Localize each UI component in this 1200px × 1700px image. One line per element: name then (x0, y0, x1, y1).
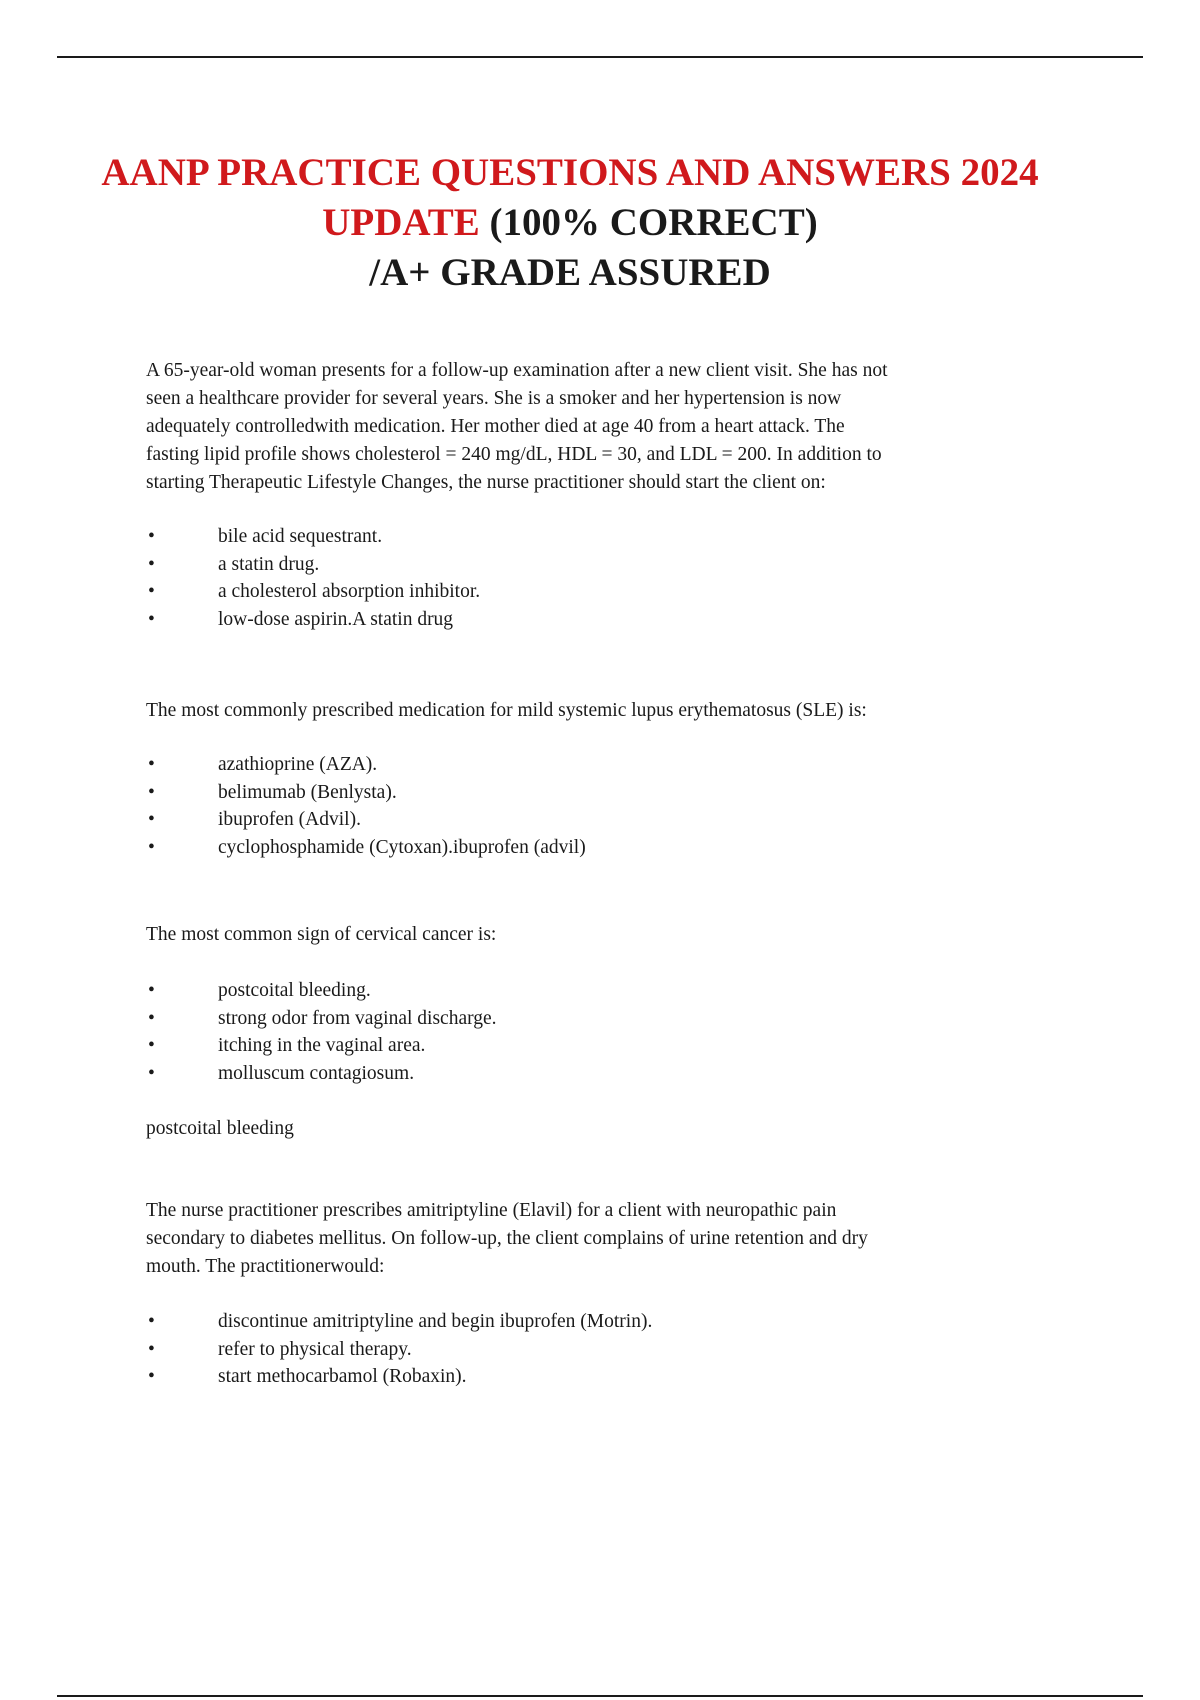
question-line: The most common sign of cervical cancer is: (146, 924, 497, 945)
question-3-stem (146, 921, 1006, 949)
bullet-icon: • (148, 781, 155, 803)
option-text: start methocarbamol (Robaxin). (218, 1366, 467, 1387)
option-item (146, 806, 1006, 834)
question-2-options (146, 751, 1006, 861)
question-3 (146, 921, 1006, 1143)
header-rule (57, 56, 1143, 58)
option-text: strong odor from vaginal discharge. (218, 1007, 497, 1029)
option-text: azathioprine (AZA). (218, 754, 378, 775)
title-red-text: AANP PRACTICE QUESTIONS AND ANSWERS 2024 UPDATE (101, 151, 1039, 244)
title-grade-text: /A+ GRADE ASSURED (369, 251, 771, 294)
bullet-icon: • (148, 581, 155, 602)
footer-rule (57, 1695, 1143, 1697)
bullet-icon: • (148, 754, 155, 775)
question-line: The nurse practitioner prescribes amitriptyline (Elavil) for a client with neuropathic pain (146, 1200, 837, 1221)
question-4-stem (146, 1197, 1006, 1281)
question-line: fasting lipid profile shows cholesterol = 240 mg/dL, HDL = 30, and LDL = 200. In addition to (146, 444, 882, 465)
bullet-icon: • (148, 1366, 155, 1387)
option-text: discontinue amitriptyline and begin ibuprofen (Motrin). (218, 1311, 653, 1332)
question-line: The most commonly prescribed medication for mild systemic lupus erythematosus (SLE) is: (146, 700, 867, 721)
option-item (146, 834, 1006, 862)
option-text: molluscum contagiosum. (218, 1062, 415, 1084)
bullet-icon: • (148, 1007, 155, 1029)
question-line: A 65-year-old woman presents for a follow-up examination after a new client visit. She has not (146, 360, 888, 381)
option-text: a statin drug. (218, 553, 320, 575)
option-text: a cholesterol absorption inhibitor. (218, 581, 481, 602)
bullet-icon: • (148, 526, 155, 547)
question-line: adequately controlledwith medication. Her mother died at age 40 from a heart attack. The (146, 416, 845, 437)
option-item (146, 1032, 1006, 1060)
bullet-icon: • (148, 1062, 155, 1084)
option-item (146, 1060, 1006, 1088)
question-line: mouth. The practitionerwould: (146, 1256, 385, 1277)
option-text: low-dose aspirin.A statin drug (218, 608, 454, 630)
bullet-icon: • (148, 553, 155, 575)
option-text: ibuprofen (Advil). (218, 809, 361, 830)
question-2 (146, 697, 1006, 861)
question-line: secondary to diabetes mellitus. On follow-up, the client complains of urine retention and dry (146, 1228, 868, 1249)
question-1 (146, 357, 1006, 633)
option-item (146, 779, 1006, 807)
document-title (100, 148, 1040, 298)
bullet-icon: • (148, 836, 155, 858)
question-1-options (146, 523, 1006, 633)
option-text: cyclophosphamide (Cytoxan).ibuprofen (advil) (218, 836, 586, 858)
option-item (146, 523, 1006, 551)
question-line: starting Therapeutic Lifestyle Changes, the nurse practitioner should start the client on: (146, 472, 826, 493)
question-1-stem (146, 357, 1006, 497)
option-text: refer to physical therapy. (218, 1338, 412, 1360)
bullet-icon: • (148, 1311, 155, 1332)
option-item (146, 1363, 1006, 1391)
question-4 (146, 1197, 1006, 1391)
option-item (146, 751, 1006, 779)
question-3-options (146, 977, 1006, 1087)
question-2-stem (146, 697, 1006, 725)
option-text: bile acid sequestrant. (218, 526, 383, 547)
option-item (146, 551, 1006, 579)
option-text: belimumab (Benlysta). (218, 781, 397, 803)
bullet-icon: • (148, 809, 155, 830)
question-line: seen a healthcare provider for several years. She is a smoker and her hypertension is now (146, 388, 842, 409)
bullet-icon: • (148, 980, 155, 1001)
option-item (146, 1005, 1006, 1033)
option-item (146, 1308, 1006, 1336)
option-text: itching in the vaginal area. (218, 1035, 426, 1056)
question-3-answer: postcoital bleeding (146, 1118, 294, 1139)
question-4-options (146, 1308, 1006, 1391)
option-item (146, 1336, 1006, 1364)
option-item (146, 578, 1006, 606)
bullet-icon: • (148, 1338, 155, 1360)
option-item (146, 977, 1006, 1005)
option-item (146, 606, 1006, 634)
option-text: postcoital bleeding. (218, 980, 371, 1001)
title-black-text: (100% CORRECT) (489, 201, 818, 244)
bullet-icon: • (148, 608, 155, 630)
bullet-icon: • (148, 1035, 155, 1056)
